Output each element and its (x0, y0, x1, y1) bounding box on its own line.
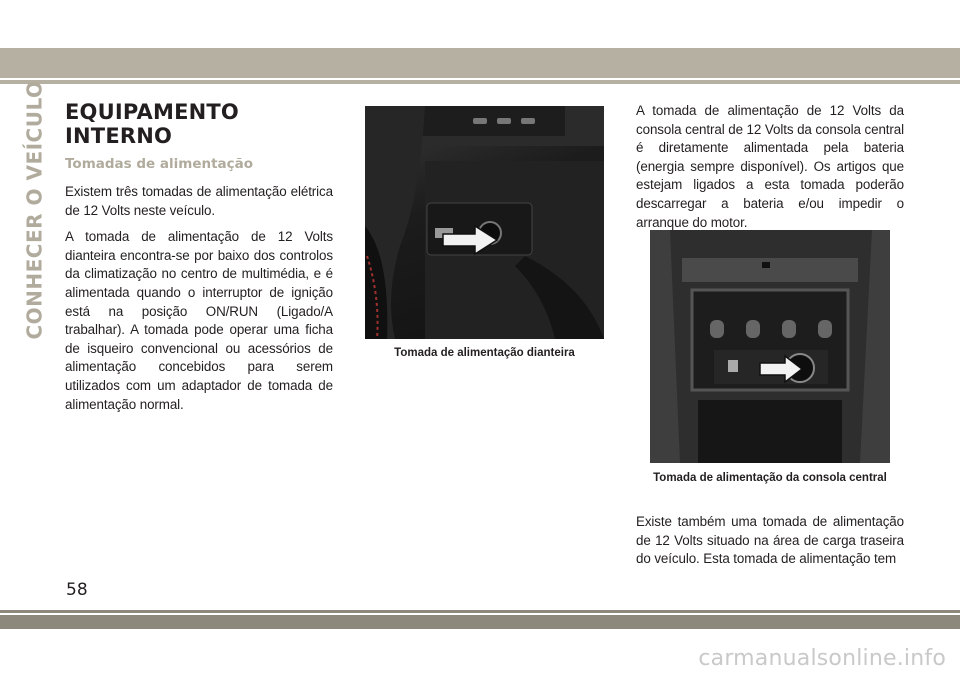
paragraph: A tomada de alimentação de 12 Volts da consola central de 12 Volts da consola central é diretamente alimentada pela bateria (energia sempre disponível). Os artigos que estejam ligados a esta tomada poderão descarregar a bateria e/ou impedir o arranque do motor. (636, 103, 904, 230)
figure-caption: Tomada de alimentação dianteira (394, 347, 575, 359)
left-column (65, 100, 333, 422)
paragraph: A tomada de alimentação de 12 Volts dianteira encontra-se por baixo dos controlos da climatização no centro de multimédia, e é alimentada quando o interruptor de ignição está na posição ON/RUN (Ligado/A trabalhar). A tomada pode operar uma ficha de isqueiro convencional ou acessórios de alimentação concebidos para serem utilizados com um adaptador de tomada de alimentação normal. (65, 229, 333, 412)
paragraph: Existe também uma tomada de alimentação de 12 Volts situado na área de carga traseira do veículo. Esta tomada de alimentação tem (636, 514, 904, 567)
bottom-rule (0, 610, 960, 613)
console-power-outlet-photo (650, 230, 890, 463)
page-number: 58 (66, 580, 88, 600)
paragraph: Existem três tomadas de alimentação elétrica de 12 Volts neste veículo. (65, 184, 333, 218)
section-title: EQUIPAMENTO INTERNO (65, 100, 239, 148)
top-rule (0, 80, 960, 84)
figure-caption: Tomada de alimentação da consola central (653, 472, 887, 484)
console-outlet-illustration (650, 230, 890, 463)
front-outlet-illustration (365, 106, 604, 339)
watermark: carmanualsonline.info (698, 646, 946, 671)
right-column-bottom (636, 513, 904, 577)
subsection-title: Tomadas de alimentação (65, 156, 254, 172)
right-column-top (636, 102, 904, 240)
bottom-band (0, 615, 960, 629)
top-band (0, 48, 960, 78)
front-power-outlet-photo (365, 106, 604, 339)
side-chapter-label: CONHECER O VEÍCULO (23, 80, 47, 340)
side-chapter-tab (22, 80, 48, 340)
